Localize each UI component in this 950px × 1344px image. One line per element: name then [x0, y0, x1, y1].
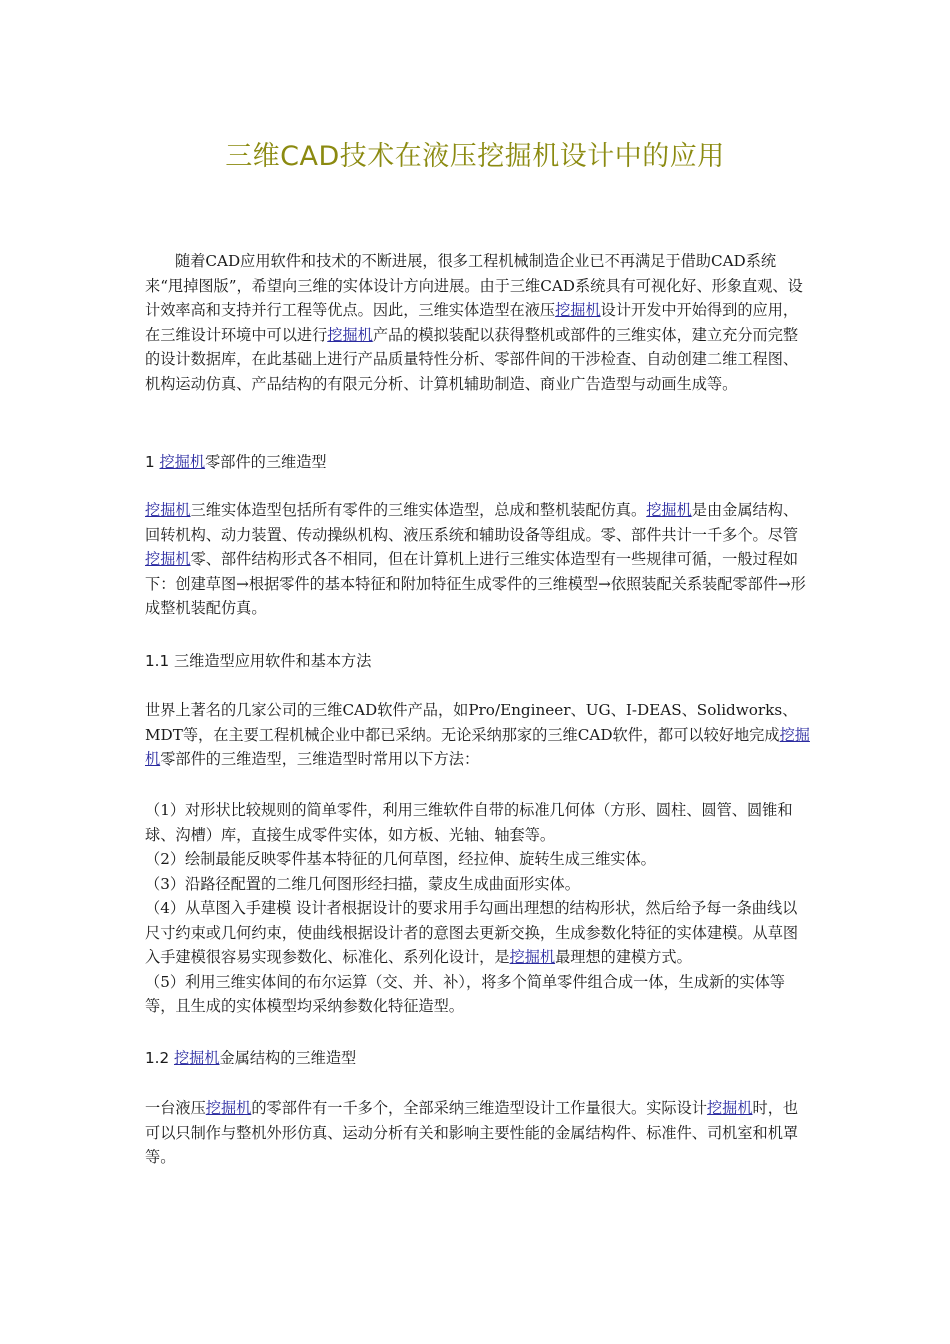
- excavator-link[interactable]: 挖掘机: [509, 948, 556, 966]
- list-item: [145, 896, 810, 970]
- excavator-link[interactable]: 挖掘机: [145, 550, 191, 568]
- list-item: （2）绘制最能反映零件基本特征的几何草图，经拉伸、旋转生成三维实体。: [145, 850, 656, 868]
- intro-text-1: 随着CAD应用软件和技术的不断进展，很多工程机械制造企业已不再满足于借助CAD系统来“甩掉图版”，希望向三维的实体设计方向进展。由于三维CAD系统具有可视化好、形象直观、设计效率高和支持并行工程等优点。因此，三维实体造型在液压: [145, 252, 803, 319]
- excavator-link[interactable]: 挖掘机: [706, 1099, 753, 1117]
- list-item: （5）利用三维实体间的布尔运算（交、并、补），将多个简单零件组合成一体，生成新的实体等等，且生成的实体模型均采纳参数化特征造型。: [145, 972, 785, 1015]
- intro-text-3: 产品的模拟装配以获得整机或部件的三维实体，建立充分而完整的设计数据库，在此基础上进行产品质量特性分析、零部件间的干涉检查、自动创建二维工程图、机构运动仿真、产品结构的有限元分析、计算机辅助制造、商业广告造型与动画生成等。: [145, 325, 799, 393]
- excavator-link[interactable]: 挖掘机: [145, 501, 191, 519]
- list-item-4-text-1: （4）从草图入手建模 设计者根据设计的要求用手勾画出理想的结构形状，然后给予每一条曲线以尺寸约束或几何约束，使曲线根据设计者的意图去更新交换，生成参数化特征的实体建模。从草图入手建模很容易实现参数化、标准化、系列化设计，是: [145, 899, 799, 966]
- section-1-2-title: 金属结构的三维造型: [219, 1049, 357, 1067]
- excavator-link[interactable]: 挖掘机: [145, 725, 810, 768]
- excavator-link[interactable]: 挖掘机: [327, 325, 373, 344]
- section-1-2-text-2: 的零部件有一千多个，全部采纳三维造型设计工作量很大。实际设计: [251, 1099, 707, 1117]
- section-1-text-1: 三维实体造型包括所有零件的三维实体造型，总成和整机装配仿真。: [190, 501, 647, 519]
- section-1-paragraph: [145, 498, 810, 621]
- excavator-link[interactable]: 挖掘机: [173, 1049, 220, 1067]
- section-1-2-heading: [145, 1046, 356, 1071]
- section-1-heading: [145, 450, 327, 475]
- list-item-4-text-2: 最理想的建模方式。: [555, 948, 692, 966]
- methods-list: [145, 798, 810, 1019]
- excavator-link[interactable]: 挖掘机: [205, 1099, 252, 1117]
- excavator-link[interactable]: 挖掘机: [555, 301, 601, 319]
- section-1-1-text-2: 零部件的三维造型，三维造型时常用以下方法：: [160, 750, 480, 768]
- section-1-text-2: 是由金属结构、回转机构、动力装置、传动操纵机构、液压系统和辅助设备等组成。零、部件共计一千多个。尽管: [145, 501, 799, 544]
- section-1-1-text-1: 世界上著名的几家公司的三维CAD软件产品，如Pro/Engineer、UG、I-DEAS、Solidworks、MDT等，在主要工程机械企业中都已采纳。无论采纳那家的三维CAD软件，都可以较好地完成: [145, 701, 798, 744]
- section-1-1-heading: [145, 649, 371, 674]
- excavator-link[interactable]: 挖掘机: [159, 453, 206, 471]
- section-1-1-number: 1.1: [145, 652, 170, 670]
- excavator-link[interactable]: 挖掘机: [646, 501, 692, 519]
- list-item: （1）对形状比较规则的简单零件，利用三维软件自带的标准几何体（方形、圆柱、圆管、圆锥和球、沟槽）库，直接生成零件实体，如方板、光轴、轴套等。: [145, 801, 793, 844]
- section-1-1-paragraph: [145, 698, 810, 772]
- list-item: （3）沿路径配置的二维几何图形经扫描，蒙皮生成曲面形实体。: [145, 874, 580, 893]
- section-1-2-text-1: 一台液压: [145, 1099, 206, 1117]
- section-1-number: 1: [145, 453, 155, 471]
- section-1-1-title: 三维造型应用软件和基本方法: [173, 652, 372, 670]
- section-1-2-text-3: 时，也可以只制作与整机外形仿真、运动分析有关和影响主要性能的金属结构件、标准件、司机室和机罩等。: [145, 1099, 799, 1166]
- section-1-title: 零部件的三维造型: [205, 453, 327, 471]
- section-1-text-3: 零、部件结构形式各不相同，但在计算机上进行三维实体造型有一些规律可循，一般过程如下：创建草图→根据零件的基本特征和附加特征生成零件的三维模型→依照装配关系装配零部件→形成整机装配仿真。: [145, 550, 806, 617]
- document-title: 三维CAD技术在液压挖掘机设计中的应用: [225, 141, 725, 172]
- intro-paragraph: [145, 249, 810, 396]
- section-1-2-paragraph: [145, 1096, 810, 1170]
- section-1-2-number: 1.2: [145, 1049, 170, 1067]
- intro-text-2: 设计开发中开始得到的应用，在三维设计环境中可以进行: [145, 301, 799, 344]
